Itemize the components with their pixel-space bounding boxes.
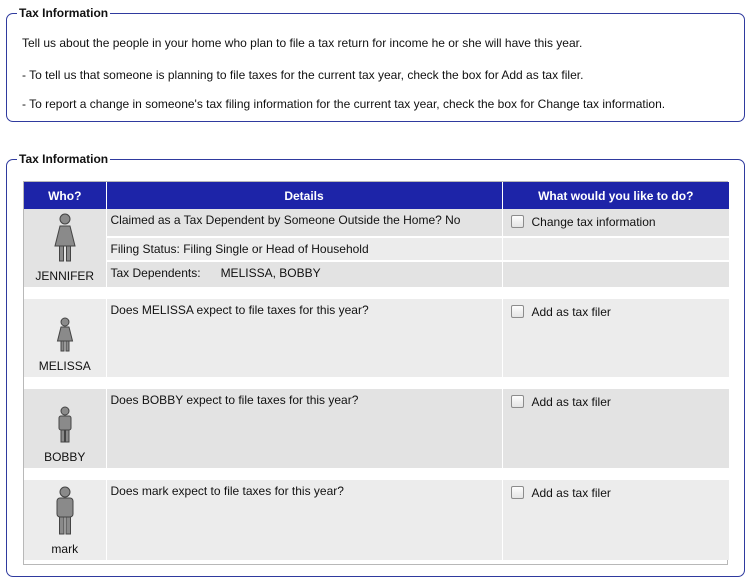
detail-line: Filing Status: Filing Single or Head of Household xyxy=(106,237,502,261)
tax-info-table-wrapper xyxy=(23,181,728,565)
who-cell xyxy=(24,299,106,377)
detail-line: Claimed as a Tax Dependent by Someone Outside the Home? No xyxy=(106,209,502,237)
detail-line: Does MELISSA expect to file taxes for this year? xyxy=(106,299,502,377)
table-legend: Tax Information xyxy=(19,152,109,166)
instructions-add-filer: - To tell us that someone is planning to file taxes for the current tax year, check the box for Add as tax filer. xyxy=(22,68,584,82)
who-cell xyxy=(24,389,106,468)
action-cell xyxy=(502,299,729,377)
table-row-mark xyxy=(24,480,729,560)
person-name: mark xyxy=(51,542,79,556)
tax-info-table-panel xyxy=(6,152,745,577)
table-row-melissa xyxy=(24,299,729,377)
instructions-change-info: - To report a change in someone's tax filing information for the current tax year, check the box for Change tax information. xyxy=(22,97,666,111)
add-as-tax-filer-label: Add as tax filer xyxy=(531,304,611,319)
add-as-tax-filer-label: Add as tax filer xyxy=(531,394,611,409)
boy-icon xyxy=(56,406,74,444)
empty-action-cell xyxy=(502,261,729,287)
who-cell xyxy=(24,209,106,287)
header-who: Who? xyxy=(24,182,106,209)
man-icon xyxy=(54,486,76,536)
change-tax-information-label: Change tax information xyxy=(531,214,656,229)
action-cell xyxy=(502,480,729,560)
instructions-legend: Tax Information xyxy=(19,6,109,20)
table-row-jennifer xyxy=(24,209,729,237)
tax-info-instructions-panel xyxy=(6,6,745,122)
add-as-tax-filer-label: Add as tax filer xyxy=(531,485,611,500)
person-name: MELISSA xyxy=(38,359,91,373)
instructions-intro: Tell us about the people in your home who plan to file a tax return for income he or she will have this year. xyxy=(22,36,583,50)
tax-info-table xyxy=(24,182,729,560)
header-details: Details xyxy=(106,182,502,209)
header-action: What would you like to do? xyxy=(502,182,729,209)
action-cell xyxy=(502,389,729,468)
who-cell xyxy=(24,480,106,560)
table-row-bobby xyxy=(24,389,729,468)
table-subrow xyxy=(24,261,729,287)
person-name: BOBBY xyxy=(44,450,86,464)
add-as-tax-filer-checkbox[interactable] xyxy=(511,305,524,318)
girl-icon xyxy=(56,317,74,353)
empty-action-cell xyxy=(502,237,729,261)
detail-line: Does mark expect to file taxes for this year? xyxy=(106,480,502,560)
action-cell xyxy=(502,209,729,237)
detail-line: Tax Dependents: MELISSA, BOBBY xyxy=(106,261,502,287)
add-as-tax-filer-checkbox[interactable] xyxy=(511,486,524,499)
change-tax-information-checkbox[interactable] xyxy=(511,215,524,228)
table-subrow xyxy=(24,237,729,261)
person-name: JENNIFER xyxy=(35,269,95,283)
woman-icon xyxy=(53,213,77,263)
detail-line: Does BOBBY expect to file taxes for this year? xyxy=(106,389,502,468)
add-as-tax-filer-checkbox[interactable] xyxy=(511,395,524,408)
